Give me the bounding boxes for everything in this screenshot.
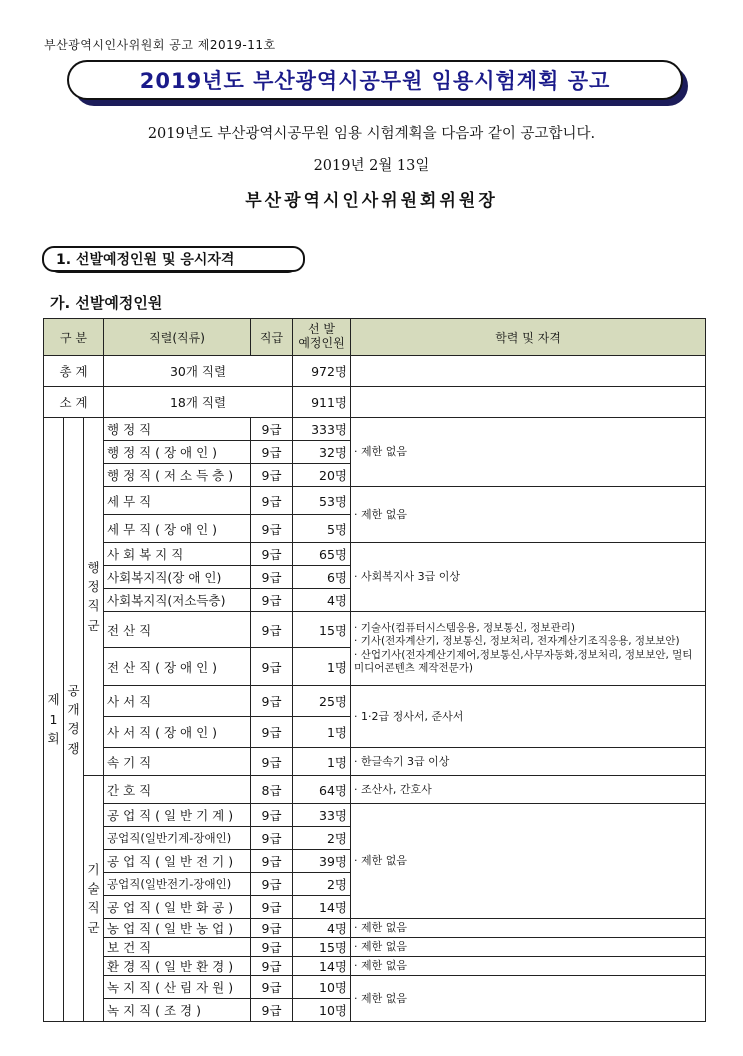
round-label	[44, 418, 64, 1022]
table-row	[44, 776, 706, 804]
job-count: 64명	[293, 776, 351, 804]
qual-green: · 제한 없음	[351, 976, 706, 1022]
qual-it-line3: · 산업기사(전자계산기제어,정보통신,사무자동화,정보처리, 정보보안, 멀티미디어콘텐츠 제작전문가)	[354, 648, 693, 674]
job-name: 공업직(일반기계-장애인)	[104, 827, 251, 850]
qual-env: · 제한 없음	[351, 957, 706, 976]
table-row	[44, 418, 706, 441]
section-heading: 1. 선발예정인원 및 응시자격	[42, 246, 305, 272]
admin-group-text: 행정직군	[87, 559, 100, 633]
job-name: 행 정 직 ( 저 소 득 층 )	[104, 464, 251, 487]
admin-group-label	[84, 418, 104, 776]
job-name: 공업직(일반전기-장애인)	[104, 873, 251, 896]
header-planned	[293, 319, 351, 356]
notice-date: 2019년 2월 13일	[313, 158, 430, 174]
intro-text: 2019년도 부산광역시공무원 임용 시험계획을 다음과 같이 공고합니다.	[147, 126, 596, 142]
job-count: 2명	[293, 873, 351, 896]
signer: 부산광역시인사위원회위원장	[245, 191, 498, 211]
tech-group-text: 기술직군	[87, 861, 100, 935]
job-grade: 9급	[251, 566, 293, 589]
table-row	[44, 804, 706, 827]
qual-welfare: · 사회복지사 3급 이상	[351, 543, 706, 612]
job-count: 2명	[293, 827, 351, 850]
round-label-text: 제1회	[47, 692, 60, 746]
qual-nurse: · 조산사, 간호사	[351, 776, 706, 804]
job-count: 39명	[293, 850, 351, 873]
job-count: 15명	[293, 938, 351, 957]
recruitment-table	[43, 318, 706, 1022]
total-jobs: 30개 직렬	[104, 356, 293, 387]
header-division: 구 분	[44, 319, 104, 356]
job-grade: 9급	[251, 543, 293, 566]
subtotal-jobs: 18개 직렬	[104, 387, 293, 418]
job-count: 15명	[293, 612, 351, 648]
job-name: 행 정 직	[104, 418, 251, 441]
subtotal-label: 소 계	[44, 387, 104, 418]
job-count: 10명	[293, 976, 351, 999]
tech-group-label	[84, 776, 104, 1022]
table-row	[44, 976, 706, 999]
job-grade: 9급	[251, 748, 293, 776]
job-grade: 9급	[251, 686, 293, 717]
job-grade: 9급	[251, 976, 293, 999]
total-row	[44, 356, 706, 387]
table-row	[44, 686, 706, 717]
job-name: 공 업 직 ( 일 반 화 공 )	[104, 896, 251, 919]
job-grade: 9급	[251, 896, 293, 919]
job-count: 5명	[293, 515, 351, 543]
job-name: 사 서 직	[104, 686, 251, 717]
job-name: 세 무 직 ( 장 애 인 )	[104, 515, 251, 543]
job-count: 4명	[293, 919, 351, 938]
total-count: 972명	[293, 356, 351, 387]
table-header	[44, 319, 706, 356]
table-row	[44, 957, 706, 976]
job-name: 사회복지직(장 애 인)	[104, 566, 251, 589]
open-competition-label	[64, 418, 84, 1022]
qual-steno: · 한글속기 3급 이상	[351, 748, 706, 776]
total-qual	[351, 356, 706, 387]
open-competition-text: 공개경쟁	[67, 682, 80, 756]
job-name: 사 서 직 ( 장 애 인 )	[104, 717, 251, 748]
table-row	[44, 487, 706, 515]
header-job: 직렬(직류)	[104, 319, 251, 356]
job-count: 4명	[293, 589, 351, 612]
job-name: 행 정 직 ( 장 애 인 )	[104, 441, 251, 464]
table-row	[44, 938, 706, 957]
job-name: 공 업 직 ( 일 반 기 계 )	[104, 804, 251, 827]
job-count: 1명	[293, 717, 351, 748]
job-name: 간 호 직	[104, 776, 251, 804]
job-grade: 9급	[251, 827, 293, 850]
job-name: 농 업 직 ( 일 반 농 업 )	[104, 919, 251, 938]
job-grade: 9급	[251, 717, 293, 748]
job-grade: 9급	[251, 938, 293, 957]
table-row	[44, 612, 706, 648]
job-grade: 9급	[251, 441, 293, 464]
job-name: 보 건 직	[104, 938, 251, 957]
job-name: 녹 지 직 ( 산 림 자 원 )	[104, 976, 251, 999]
job-grade: 9급	[251, 957, 293, 976]
qual-library: · 1·2급 정사서, 준사서	[351, 686, 706, 748]
header-grade: 직급	[251, 319, 293, 356]
job-name: 세 무 직	[104, 487, 251, 515]
job-name: 사 회 복 지 직	[104, 543, 251, 566]
header-qualification: 학력 및 자격	[351, 319, 706, 356]
job-grade: 9급	[251, 464, 293, 487]
job-count: 6명	[293, 566, 351, 589]
subtotal-qual	[351, 387, 706, 418]
job-grade: 9급	[251, 850, 293, 873]
subsection-heading: 가. 선발예정인원	[50, 294, 163, 312]
job-grade: 9급	[251, 418, 293, 441]
job-name: 환 경 직 ( 일 반 환 경 )	[104, 957, 251, 976]
qual-it-line1: · 기술사(컴퓨터시스템응용, 정보통신, 정보관리)	[354, 621, 575, 634]
job-name: 전 산 직 ( 장 애 인 )	[104, 648, 251, 686]
job-count: 53명	[293, 487, 351, 515]
job-grade: 8급	[251, 776, 293, 804]
job-name: 전 산 직	[104, 612, 251, 648]
job-count: 20명	[293, 464, 351, 487]
qual-admin: · 제한 없음	[351, 418, 706, 487]
job-count: 1명	[293, 648, 351, 686]
job-count: 33명	[293, 804, 351, 827]
header-planned-top: 선 발	[308, 322, 336, 337]
title-banner: 2019년도 부산광역시공무원 임용시험계획 공고	[67, 60, 683, 100]
qual-industry: · 제한 없음	[351, 804, 706, 919]
total-label: 총 계	[44, 356, 104, 387]
subtotal-count: 911명	[293, 387, 351, 418]
table-row	[44, 748, 706, 776]
job-count: 65명	[293, 543, 351, 566]
job-name: 녹 지 직 ( 조 경 )	[104, 999, 251, 1022]
qual-it-line2: · 기사(전자계산기, 정보통신, 정보처리, 전자계산기조직응용, 정보보안)	[354, 635, 680, 648]
job-grade: 9급	[251, 804, 293, 827]
job-grade: 9급	[251, 515, 293, 543]
job-count: 25명	[293, 686, 351, 717]
notice-number: 부산광역시인사위원회 공고 제2019-11호	[44, 38, 276, 52]
qual-it	[351, 612, 706, 686]
table-row	[44, 543, 706, 566]
job-grade: 9급	[251, 589, 293, 612]
job-grade: 9급	[251, 648, 293, 686]
qual-health: · 제한 없음	[351, 938, 706, 957]
table-row	[44, 919, 706, 938]
job-count: 14명	[293, 896, 351, 919]
qual-agri: · 제한 없음	[351, 919, 706, 938]
job-count: 333명	[293, 418, 351, 441]
job-grade: 9급	[251, 487, 293, 515]
job-grade: 9급	[251, 612, 293, 648]
qual-tax: · 제한 없음	[351, 487, 706, 543]
job-grade: 9급	[251, 999, 293, 1022]
job-name: 공 업 직 ( 일 반 전 기 )	[104, 850, 251, 873]
header-planned-bottom: 예정인원	[298, 336, 345, 350]
job-grade: 9급	[251, 919, 293, 938]
job-grade: 9급	[251, 873, 293, 896]
subtotal-row	[44, 387, 706, 418]
job-count: 10명	[293, 999, 351, 1022]
job-name: 사회복지직(저소득층)	[104, 589, 251, 612]
job-count: 32명	[293, 441, 351, 464]
job-name: 속 기 직	[104, 748, 251, 776]
job-count: 1명	[293, 748, 351, 776]
job-count: 14명	[293, 957, 351, 976]
